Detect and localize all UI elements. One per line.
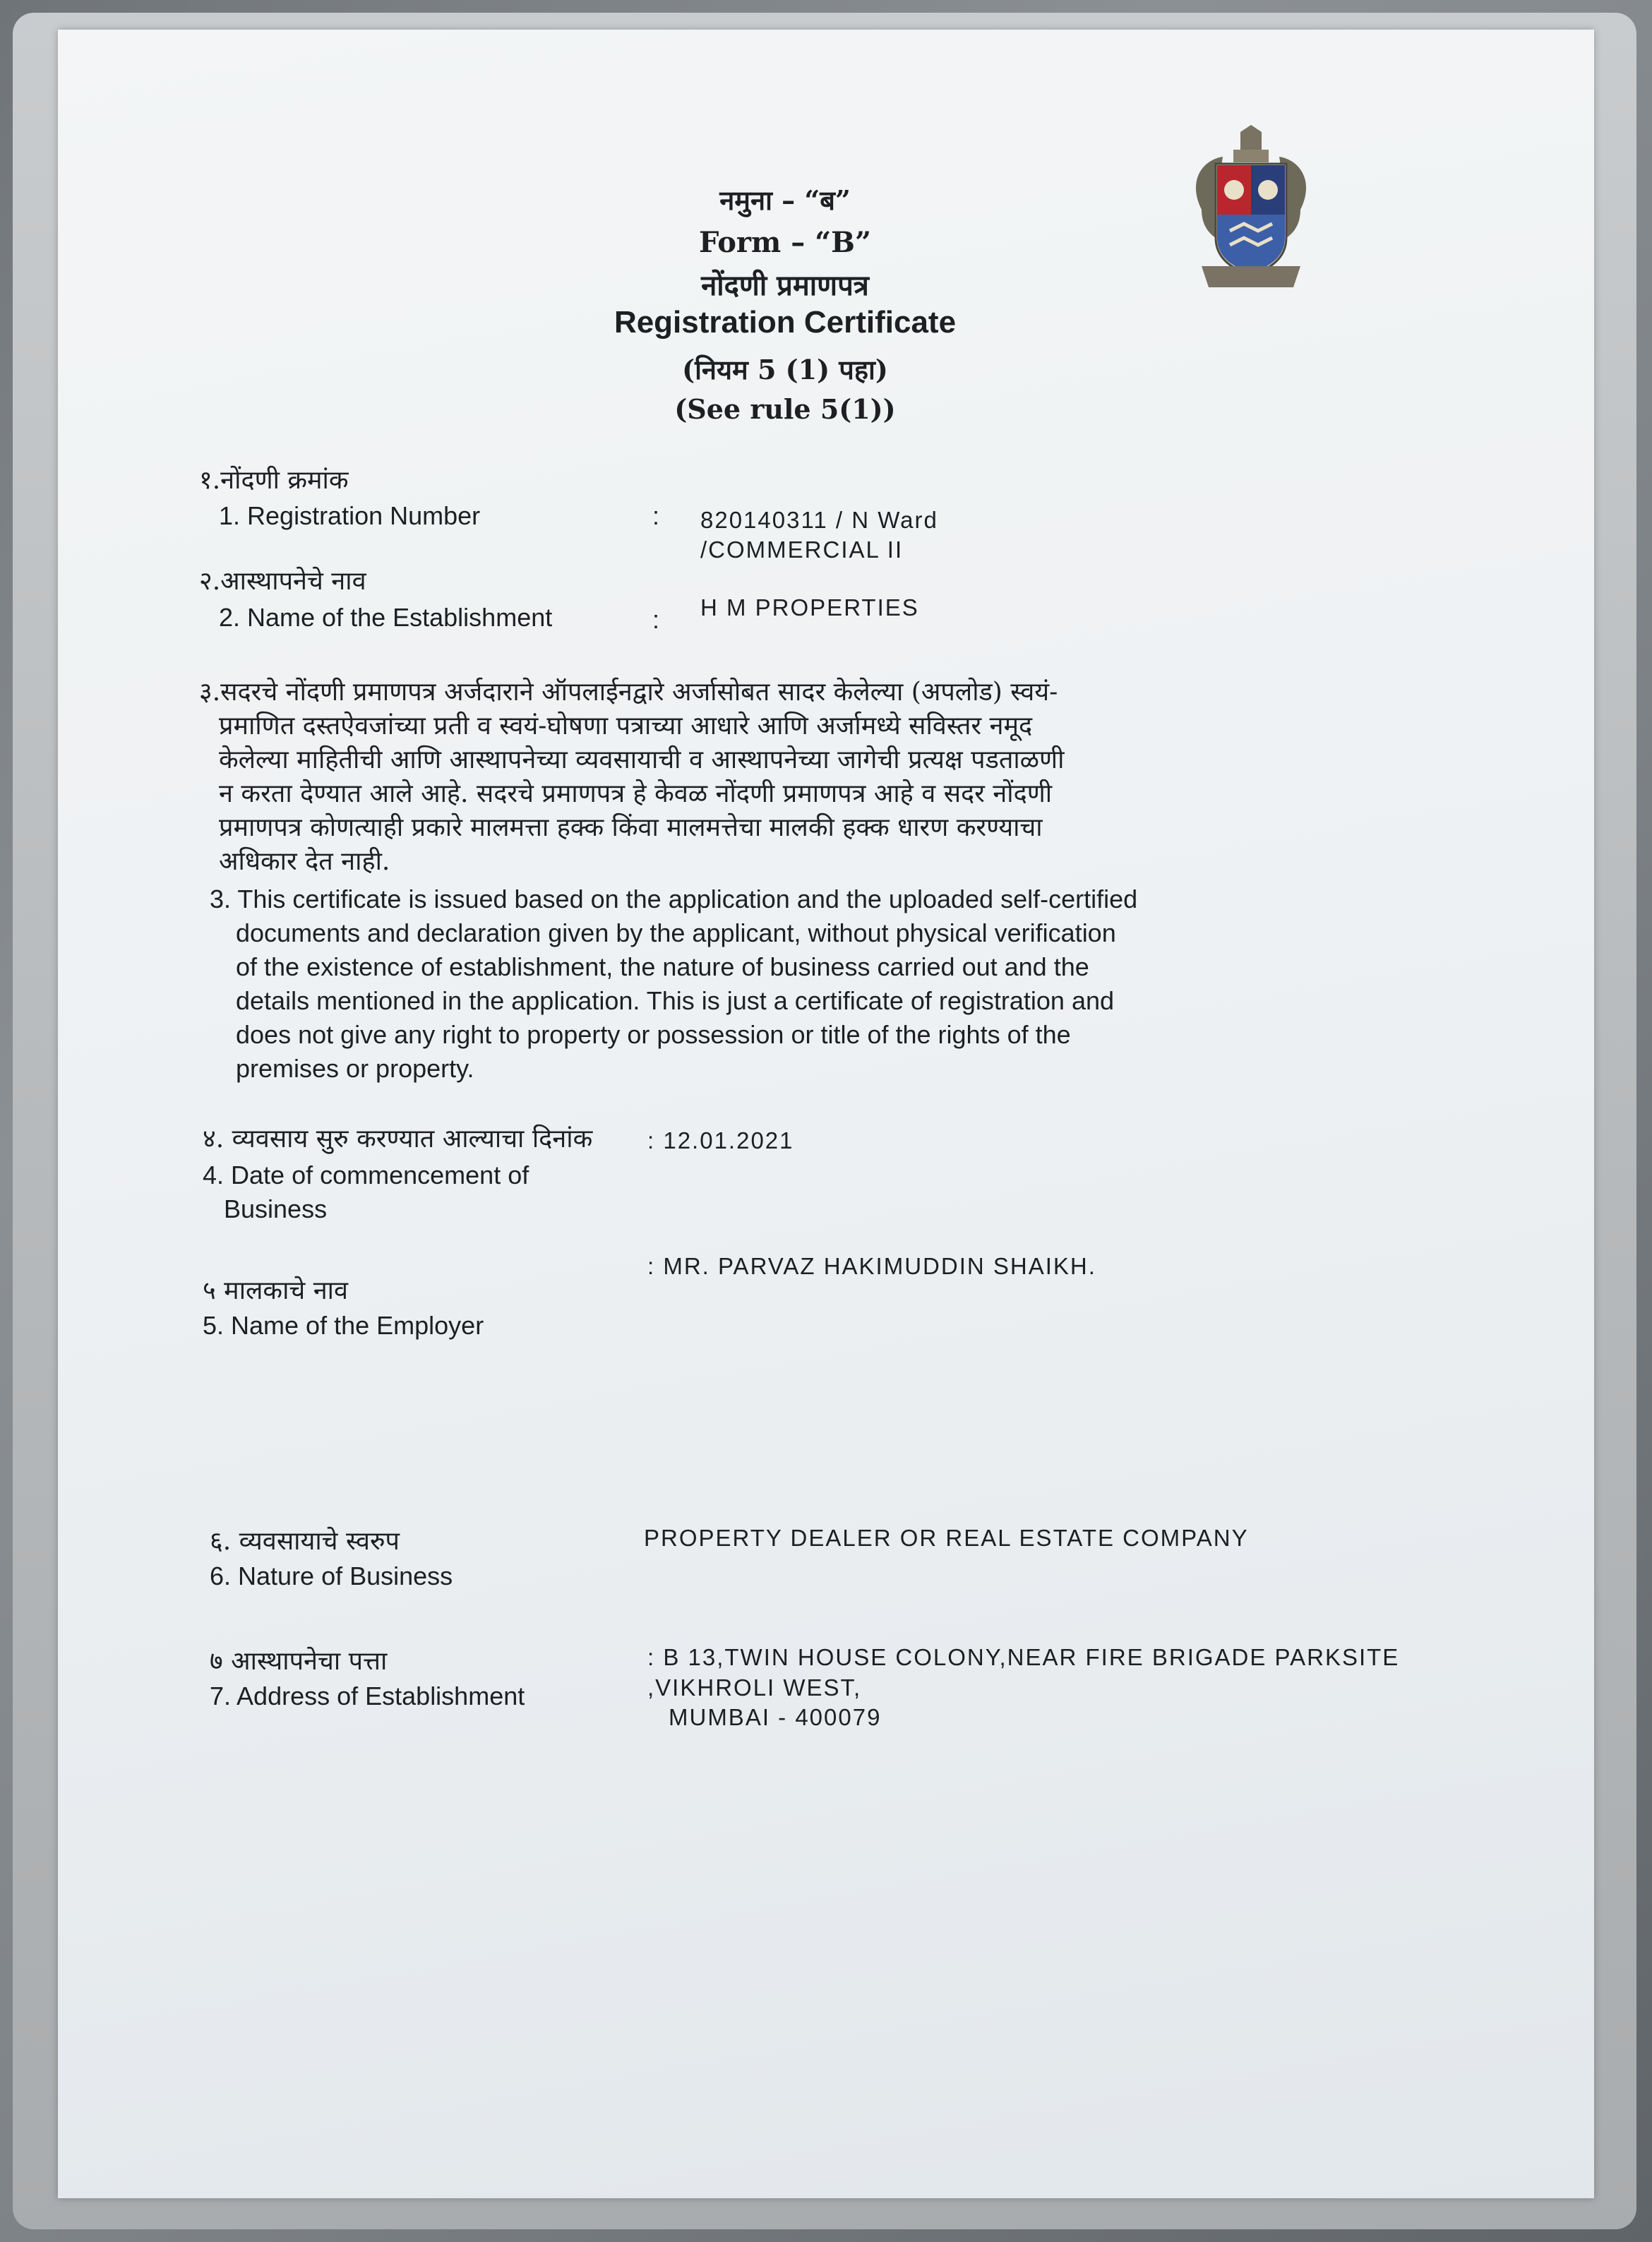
form-title-english: Form – “B” bbox=[699, 226, 871, 259]
address-label-marathi: ७ आस्थापनेचा पत्ता bbox=[210, 1647, 388, 1676]
rule-reference-marathi: (नियम 5 (1) पहा) bbox=[682, 354, 888, 385]
disclaimer-marathi-line: प्रमाणित दस्तऐवजांच्या प्रती व स्वयं-घोषणा पत्राच्या आधारे आणि अर्जामध्ये सविस्तर नमूद bbox=[219, 712, 1033, 741]
employer-name-label: 5. Name of the Employer bbox=[203, 1311, 484, 1340]
municipal-corporation-crest-icon bbox=[1180, 125, 1322, 291]
nature-of-business-label-marathi: ६. व्यवसायाचे स्वरुप bbox=[210, 1527, 400, 1556]
disclaimer-marathi-line: अधिकार देत नाही. bbox=[219, 847, 390, 876]
form-title-marathi: नमुना – “ब” bbox=[719, 184, 851, 216]
commencement-date-label-marathi: ४. व्यवसाय सुरु करण्यात आल्याचा दिनांक bbox=[203, 1125, 593, 1153]
establishment-name-label-marathi: २.आस्थापनेचे नाव bbox=[199, 567, 366, 596]
commencement-date-label-line2: Business bbox=[224, 1194, 328, 1223]
disclaimer-english-line: details mentioned in the application. This is just a certificate of registration and bbox=[236, 986, 1115, 1015]
address-value: : B 13,TWIN HOUSE COLONY,NEAR FIRE BRIGADE PARKSITE bbox=[647, 1644, 1400, 1670]
disclaimer-english-line: 3. This certificate is issued based on the application and the uploaded self-certified bbox=[210, 885, 1138, 913]
employer-name-value: : MR. PARVAZ HAKIMUDDIN SHAIKH. bbox=[647, 1253, 1096, 1279]
nature-of-business-label: 6. Nature of Business bbox=[210, 1561, 453, 1590]
establishment-name-value: H M PROPERTIES bbox=[700, 594, 919, 621]
disclaimer-marathi bbox=[199, 676, 1064, 879]
registration-number-label: 1. Registration Number bbox=[219, 501, 481, 530]
commencement-date-label: 4. Date of commencement of bbox=[203, 1161, 529, 1189]
rule-reference-english: (See rule 5(1)) bbox=[674, 393, 896, 425]
certificate-title-marathi: नोंदणी प्रमाणपत्र bbox=[701, 269, 869, 302]
disclaimer-english-line: does not give any right to property or possession or title of the rights of the bbox=[236, 1020, 1071, 1049]
disclaimer-marathi-line: ३.सदरचे नोंदणी प्रमाणपत्र अर्जदाराने ऑपलाईनद्वारे अर्जासोबत सादर केलेल्या (अपलोड) स्वयं- bbox=[199, 678, 1058, 707]
address-value-line3: MUMBAI - 400079 bbox=[669, 1704, 882, 1730]
registration-number-colon: : bbox=[652, 501, 660, 530]
disclaimer-marathi-line: केलेल्या माहितीची आणि आस्थापनेच्या व्यवसायाची व आस्थापनेच्या जागेची प्रत्यक्ष पडताळणी bbox=[219, 745, 1065, 774]
commencement-date-value: : 12.01.2021 bbox=[647, 1127, 794, 1153]
address-value-line2: ,VIKHROLI WEST, bbox=[647, 1674, 862, 1701]
registration-number-value: 820140311 / N Ward bbox=[700, 507, 938, 533]
disclaimer-english bbox=[210, 882, 1137, 1086]
nature-of-business-value: PROPERTY DEALER OR REAL ESTATE COMPANY bbox=[644, 1525, 1249, 1551]
disclaimer-english-line: documents and declaration given by the applicant, without physical verification bbox=[236, 918, 1116, 947]
disclaimer-marathi-line: न करता देण्यात आले आहे. सदरचे प्रमाणपत्र हे केवळ नोंदणी प्रमाणपत्र आहे व सदर नोंदणी bbox=[219, 779, 1053, 808]
certificate-title-english: Registration Certificate bbox=[613, 305, 957, 340]
disclaimer-english-line: premises or property. bbox=[236, 1054, 474, 1083]
certificate-page bbox=[58, 30, 1594, 2198]
address-label: 7. Address of Establishment bbox=[210, 1681, 525, 1710]
establishment-name-colon: : bbox=[652, 605, 660, 634]
establishment-name-label: 2. Name of the Establishment bbox=[219, 603, 553, 632]
disclaimer-english-line: of the existence of establishment, the nature of business carried out and the bbox=[236, 952, 1089, 981]
registration-number-value-line2: /COMMERCIAL II bbox=[700, 536, 904, 563]
employer-name-label-marathi: ५ मालकाचे नाव bbox=[203, 1276, 349, 1305]
disclaimer-marathi-line: प्रमाणपत्र कोणत्याही प्रकारे मालमत्ता हक्क किंवा मालमत्तेचा मालकी हक्क धारण करण्याचा bbox=[219, 813, 1043, 842]
registration-number-label-marathi: १.नोंदणी क्रमांक bbox=[199, 466, 349, 495]
